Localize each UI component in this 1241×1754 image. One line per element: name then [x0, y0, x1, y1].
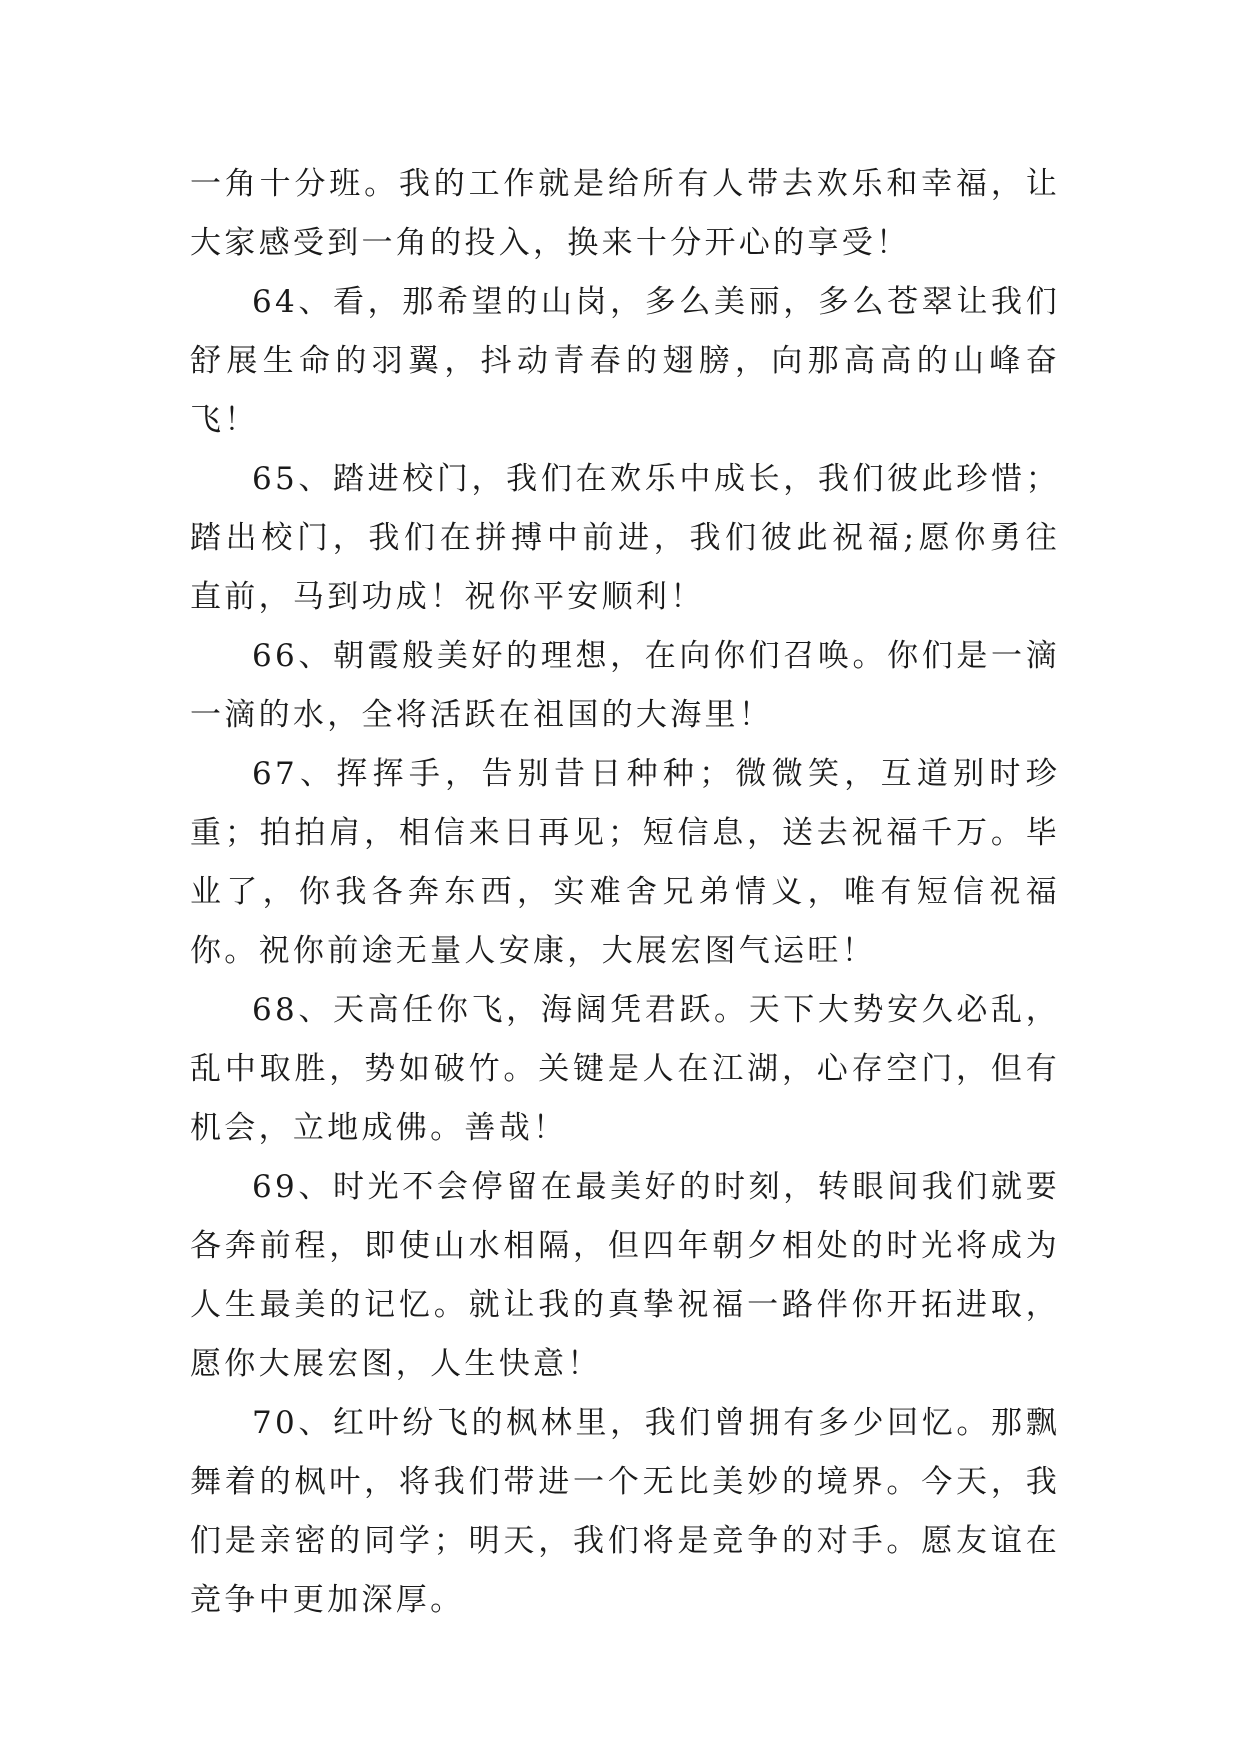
paragraph-65: 65、踏进校门，我们在欢乐中成长，我们彼此珍惜；踏出校门，我们在拼搏中前进，我们彼此祝福;愿你勇往直前，马到功成！祝你平安顺利！	[190, 461, 1060, 615]
paragraph-70: 70、红叶纷飞的枫林里，我们曾拥有多少回忆。那飘舞着的枫叶，将我们带进一个无比美妙的境界。今天，我们是亲密的同学；明天，我们将是竞争的对手。愿友谊在竞争中更加深厚。	[190, 1405, 1060, 1618]
paragraph-69: 69、时光不会停留在最美好的时刻，转眼间我们就要各奔前程，即使山水相隔，但四年朝夕相处的时光将成为人生最美的记忆。就让我的真挚祝福一路伴你开拓进取，愿你大展宏图，人生快意！	[190, 1169, 1060, 1382]
paragraph-68: 68、天高任你飞，海阔凭君跃。天下大势安久必乱，乱中取胜，势如破竹。关键是人在江湖，心存空门，但有机会，立地成佛。善哉！	[190, 992, 1060, 1146]
paragraph-66: 66、朝霞般美好的理想，在向你们召唤。你们是一滴一滴的水，全将活跃在祖国的大海里！	[190, 638, 1060, 733]
document-body	[190, 155, 1060, 1630]
paragraph-continued: 一角十分班。我的工作就是给所有人带去欢乐和幸福，让大家感受到一角的投入，换来十分开心的享受！	[190, 166, 1060, 261]
paragraph-64: 64、看，那希望的山岗，多么美丽，多么苍翠让我们舒展生命的羽翼，抖动青春的翅膀，向那高高的山峰奋飞！	[190, 284, 1060, 438]
paragraph-67: 67、挥挥手，告别昔日种种；微微笑，互道别时珍重；拍拍肩，相信来日再见；短信息，送去祝福千万。毕业了，你我各奔东西，实难舍兄弟情义，唯有短信祝福你。祝你前途无量人安康，大展宏图气运旺！	[190, 756, 1060, 969]
